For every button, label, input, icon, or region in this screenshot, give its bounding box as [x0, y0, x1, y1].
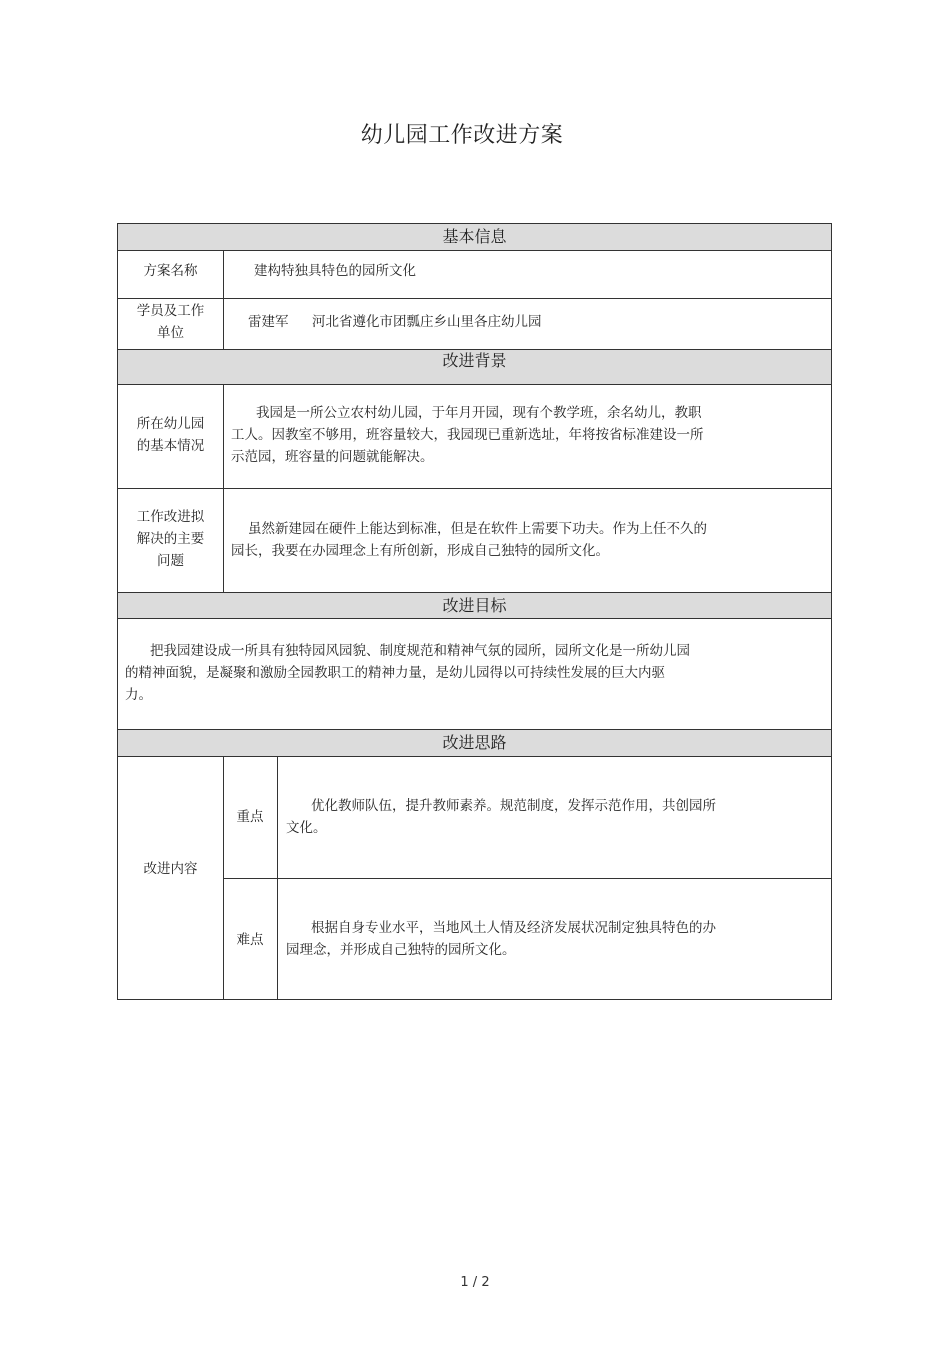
situation-line1: 我园是一所公立农村幼儿园，于年月开园，现有个教学班，余名幼儿，教职 [256, 405, 702, 421]
problem-label-line3: 问题 [157, 553, 184, 569]
situation-label-line1: 所在幼儿园 [136, 416, 205, 432]
situation-label-line2: 的基本情况 [136, 438, 205, 454]
key-line2: 文化。 [286, 820, 327, 836]
section-header-goal: 改进目标 [118, 593, 831, 618]
row-divider [118, 488, 831, 489]
member-label-line2: 单位 [157, 325, 184, 341]
row-divider [118, 250, 831, 251]
row-divider [118, 384, 831, 385]
document-title: 幼儿园工作改进方案 [360, 123, 564, 148]
difficulty-line2: 园理念，并形成自己独特的园所文化。 [286, 942, 516, 958]
problem-label-line2: 解决的主要 [136, 531, 205, 547]
key-line1: 优化教师队伍，提升教师素养。规范制度，发挥示范作用，共创园所 [311, 798, 716, 814]
goal-line3: 力。 [125, 687, 152, 703]
row-divider [118, 618, 831, 619]
section-header-basic: 基本信息 [118, 224, 831, 250]
goal-line2: 的精神面貌，是凝聚和激励全园教职工的精神力量，是幼儿园得以可持续性发展的巨大内驱 [125, 665, 665, 681]
problem-line1: 虽然新建园在硬件上能达到标准，但是在软件上需要下功夫。作为上任不久的 [248, 521, 707, 537]
key-label: 重点 [236, 809, 264, 825]
plan-name-value: 建构特独具特色的园所文化 [254, 263, 416, 279]
section-header-background: 改进背景 [118, 350, 831, 384]
problem-line2: 园长，我要在办园理念上有所创新，形成自己独特的园所文化。 [231, 543, 609, 559]
row-divider [223, 878, 831, 879]
situation-line2: 工人。因教室不够用，班容量较大，我园现已重新选址，年将按省标准建设一所 [231, 427, 704, 443]
situation-line3: 示范园，班容量的问题就能解决。 [231, 449, 434, 465]
problem-label-line1: 工作改进拟 [136, 509, 205, 525]
plan-table [117, 223, 832, 1000]
difficulty-label: 难点 [236, 932, 264, 948]
difficulty-line1: 根据自身专业水平，当地风土人情及经济发展状况制定独具特色的办 [311, 920, 716, 936]
member-label-line1: 学员及工作 [136, 303, 205, 319]
section-header-ideas: 改进思路 [118, 730, 831, 756]
member-unit: 河北省遵化市团瓢庄乡山里各庄幼儿园 [312, 314, 542, 330]
column-divider [223, 250, 224, 350]
content-label: 改进内容 [143, 861, 198, 877]
row-divider [118, 756, 831, 757]
goal-line1: 把我园建设成一所具有独特园风园貌、制度规范和精神气氛的园所，园所文化是一所幼儿园 [150, 643, 690, 659]
row-divider [118, 298, 831, 299]
page-number: 1 / 2 [460, 1275, 490, 1290]
member-name: 雷建军 [248, 314, 289, 330]
column-divider [223, 384, 224, 592]
plan-name-label: 方案名称 [143, 263, 198, 279]
